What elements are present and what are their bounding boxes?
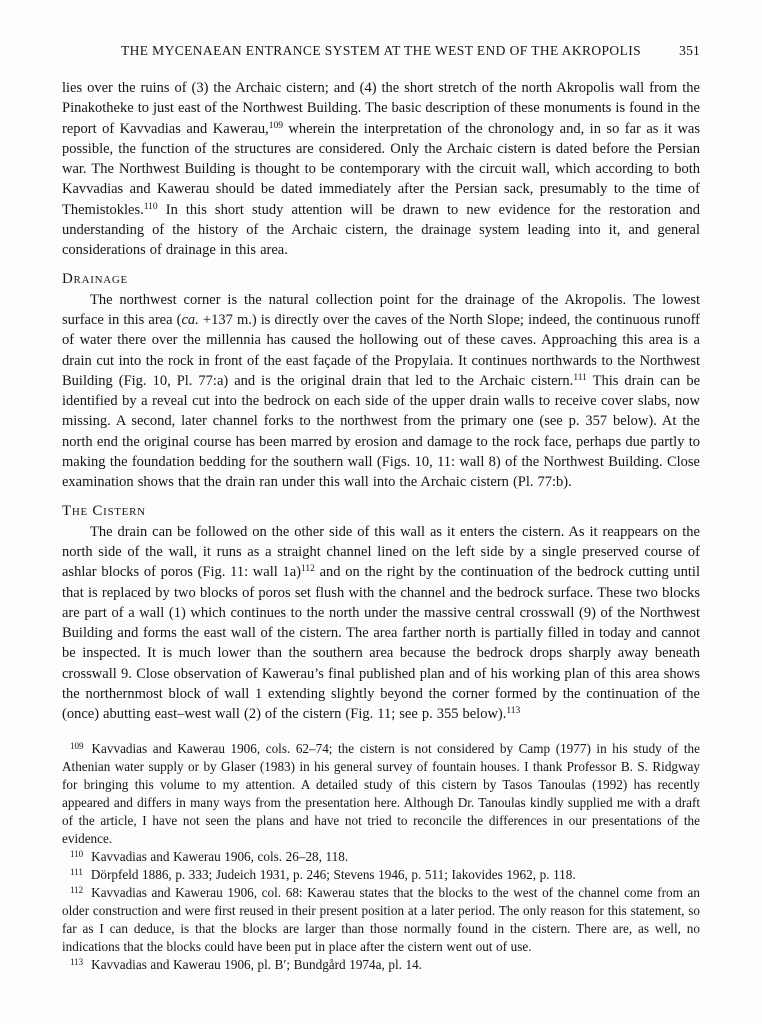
footnote-number: 111 — [70, 866, 83, 877]
running-head-title: THE MYCENAEAN ENTRANCE SYSTEM AT THE WEST END OF THE AKROPOLIS — [120, 43, 642, 58]
footnote-ref: 110 — [143, 201, 158, 212]
footnote-text: Kavvadias and Kawerau 1906, col. 68: Kawerau states that the blocks to the west of the channel come from an older construction and were first reused in their present position at a later period. The only reason for this statement, so far as I can deduce, is that the blocks are larger than those normally found in the cistern. There are, as well, no indications that the blocks could have been put in place after the cistern went out of use. — [62, 884, 700, 954]
footnotes-block — [62, 740, 700, 974]
intro-paragraph: lies over the ruins of (3) the Archaic cistern; and (4) the short stretch of the north Akropolis wall from the Pinakotheke to just east of the Northwest Building. The basic description of these monuments is found in the report of Kavvadias and Kawerau,$^{109}$ wherein the interpretation of the chronology and, in so far as it was possible, the function of the structures are considered. Only the Archaic cistern is dated before the Persian war. The Northwest Building is thought to be contemporary with the circuit wall, which according to both Kavvadias and Kawerau should be dated immediately after the Persian sack, presumably to the time of Themistokles.$^{110}$ In this short study attention will be drawn to new evidence for the restoration and understanding of the history of the Archaic cistern, the drainage system leading into it, and general considerations of drainage in this area. — [62, 80, 701, 259]
footnote-number: 112 — [70, 884, 84, 895]
footnote-number: 113 — [70, 956, 84, 967]
section-heading-cistern: The Cistern — [62, 502, 146, 519]
footnote-number: 110 — [70, 848, 84, 859]
footnote-text: Kavvadias and Kawerau 1906, cols. 62–74; the cistern is not considered by Camp (1977) in his study of the Athenian water supply or by Glaser (1983) in his general survey of fountain houses. I thank Professor B. S. Ridgway for bringing this volume to my attention. A detailed study of this cistern by Tasos Tanoulas (1992) has recently appeared and differs in many ways from the presentation here. Although Dr. Tanoulas kindly supplied me with a draft of the article, I have not seen the plans and have not tried to reconcile the differences in our presentations of the evidence. — [62, 740, 700, 846]
page-body — [62, 78, 700, 725]
footnote-text: Dörpfeld 1886, p. 333; Judeich 1931, p. 246; Stevens 1946, p. 511; Iakovides 1962, p. 118. — [90, 866, 576, 882]
running-head — [62, 42, 700, 59]
footnote — [62, 884, 700, 956]
footnote — [62, 956, 700, 974]
footnote — [62, 866, 700, 884]
footnote-ref: 111 — [573, 372, 587, 383]
footnote-number: 109 — [70, 740, 84, 751]
cistern-paragraph: The drain can be followed on the other side of this wall as it enters the cistern. As it reappears on the north side of the wall, it runs as a straight channel lined on the left side by a single preserved course of ashlar blocks of poros (Fig. 11: wall 1a)$^{112}$ and on the right by the continuation of the bedrock cutting until that is replaced by two blocks of poros set flush with the channel and the bedrock surface. These two blocks are part of a wall (1) which continues to the north under the massive central crosswall (9) of the Northwest Building and forms the east wall of the cistern. The area farther north is partially filled in today and cannot be inspected. It is much lower than the southern area because the bedrock drops sharply away beneath crosswall 9. Close observation of Kawerau’s final published plan and of his working plan of this area shows the northernmost block of wall 1 extending slightly beyond the corner formed by the continuation of the (once) abutting east–west wall (2) of the cistern (Fig. 11; see p. 355 below).$^{113}$ — [62, 523, 700, 723]
italic-text: ca. — [181, 311, 199, 328]
footnote-ref: 113 — [506, 706, 521, 717]
footnote-text: Kavvadias and Kawerau 1906, cols. 26–28, 118. — [91, 848, 349, 864]
footnote — [62, 740, 700, 848]
page-number: 351 — [679, 43, 700, 58]
footnote — [62, 848, 700, 866]
drainage-paragraph: The northwest corner is the natural collection point for the drainage of the Akropolis. The lowest surface in this area (ca. +137 m.) is directly over the caves of the North Slope; indeed, the continuous runoff of water there over the millennia has caused the hollowing out of these caves. Approaching this area is a drain cut into the rock in front of the east façade of the Propylaia. It continues northwards to the Northwest Building (Fig. 10, Pl. 77:a) and is the original drain that led to the Archaic cistern.$^{111}$ This drain can be identified by a reveal cut into the bedrock on each side of the upper drain walls to receive cover slabs, now missing. A second, later channel forks to the northwest from the primary one (see p. 357 below). At the north end the original course has been marred by erosion and damage to the rock face, perhaps due partly to making the foundation bedding for the southern wall (Figs. 10, 11: wall 8) of the Northwest Building. Close examination shows that the drain ran under this wall into the Archaic cistern (Pl. 77:b). — [62, 291, 701, 491]
section-heading-drainage: Drainage — [62, 270, 128, 287]
footnote-ref: 112 — [301, 564, 315, 575]
footnote-ref: 109 — [268, 120, 283, 131]
footnote-text: Kavvadias and Kawerau 1906, pl. B′; Bundgård 1974a, pl. 14. — [91, 956, 422, 972]
